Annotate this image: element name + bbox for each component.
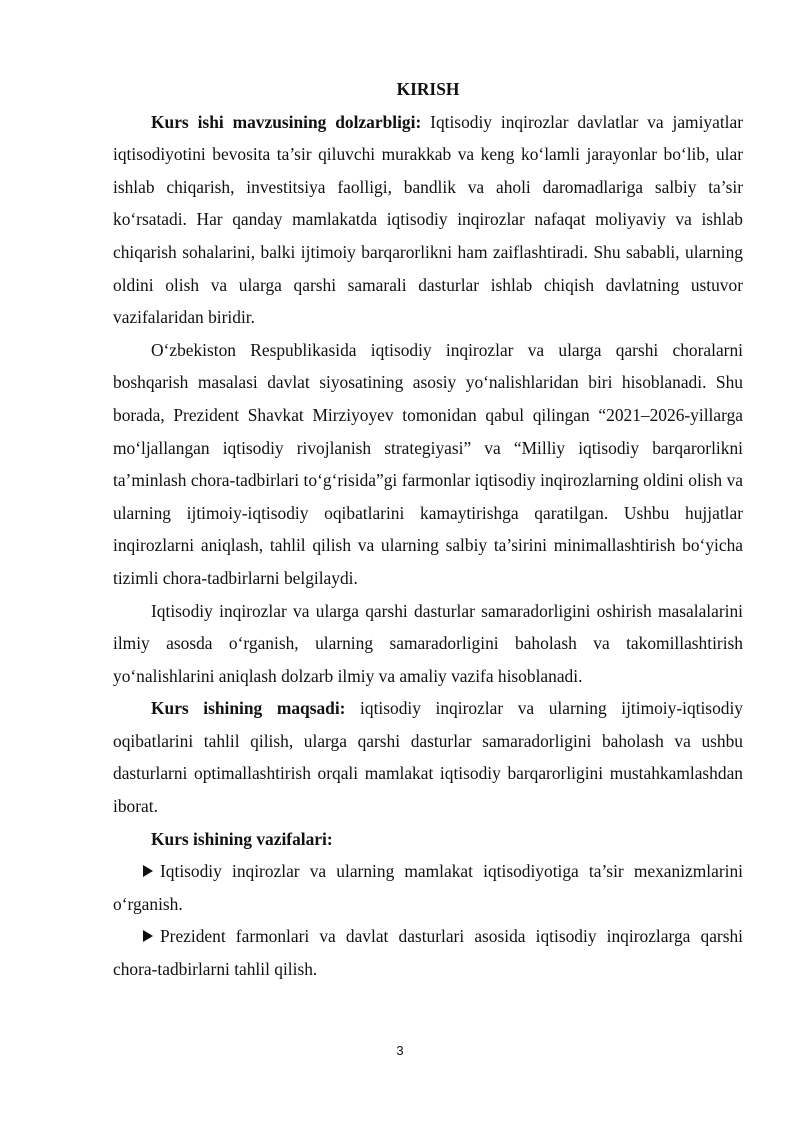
paragraph-research: Iqtisodiy inqirozlar va ularga qarshi dasturlar samaradorligini oshirish masalalarini ilmiy asosda o‘rganish, ularning samaradorligini baholash va takomillashtirish yo‘nalishlarini aniqlash dolzarb ilmiy va amaliy vazifa hisoblanadi. bbox=[113, 600, 743, 686]
page-number: 3 bbox=[396, 1043, 404, 1058]
list-item bbox=[113, 920, 743, 985]
paragraph-relevance bbox=[113, 106, 743, 334]
goal-label: Kurs ishining maqsadi: bbox=[151, 698, 346, 719]
page-content bbox=[113, 73, 743, 986]
paragraph-policy: O‘zbekiston Respublikasida iqtisodiy inqirozlar va ularga qarshi choralarni boshqarish masalasi davlat siyosatining asosiy yo‘nalishlaridan biri hisoblanadi. Shu borada, Prezident Shavkat Mirziyoyev tomonidan qabul qilingan “2021–2026-yillarga mo‘ljallangan iqtisodiy rivojlanish strategiyasi” va “Milliy iqtisodiy barqarorlikni ta’minlash chora-tadbirlari to‘g‘risida”gi farmonlar iqtisodiy inqirozlarning oldini olish va ularning ijtimoiy-iqtisodiy oqibatlarini kamaytirishga qaratilgan. Ushbu hujjatlar inqirozlarni aniqlash, tahlil qilish va ularning salbiy ta’sirini minimallashtirish bo‘yicha tizimli chora-tadbirlarni belgilaydi. bbox=[113, 339, 743, 588]
arrowhead-bullet-icon bbox=[143, 865, 153, 877]
paragraph-goal bbox=[113, 692, 743, 822]
relevance-label: Kurs ishi mavzusining dolzarbligi: bbox=[151, 111, 422, 132]
tasks-label: Kurs ishining vazifalari: bbox=[151, 828, 333, 849]
section-heading: KIRISH bbox=[396, 79, 460, 99]
relevance-text: Iqtisodiy inqirozlar davlatlar va jamiyatlar iqtisodiyotini bevosita ta’sir qiluvchi murakkab va keng ko‘lamli jarayonlar bo‘lib, ular ishlab chiqarish, investitsiya faolligi, bandlik va aholi daromadlariga salbiy ta’sir ko‘rsatadi. Har qanday mamlakatda iqtisodiy inqirozlar nafaqat moliyaviy va ishlab chiqarish sohalarini, balki ijtimoiy barqarorlikni ham zaiflashtiradi. Shu sababli, ularning oldini olish va ularga qarshi samarali dasturlar ishlab chiqish davlatning ustuvor vazifalaridan biridir. bbox=[113, 111, 743, 328]
goal-text: iqtisodiy inqirozlar va ularning ijtimoiy-iqtisodiy oqibatlarini tahlil qilish, ularga qarshi dasturlar samaradorligini baholash va ushbu dasturlarni optimallashtirish orqali mamlakat iqtisodiy barqarorligini mustahkamlashdan iborat. bbox=[113, 698, 743, 817]
arrowhead-bullet-icon bbox=[143, 930, 153, 942]
list-item-text: Prezident farmonlari va davlat dasturlari asosida iqtisodiy inqirozlarga qarshi chora-tadbirlarni tahlil qilish. bbox=[113, 926, 743, 980]
list-item-text: Iqtisodiy inqirozlar va ularning mamlakat iqtisodiyotiga ta’sir mexanizmlarini o‘rganish. bbox=[113, 861, 743, 914]
list-item bbox=[113, 855, 743, 920]
